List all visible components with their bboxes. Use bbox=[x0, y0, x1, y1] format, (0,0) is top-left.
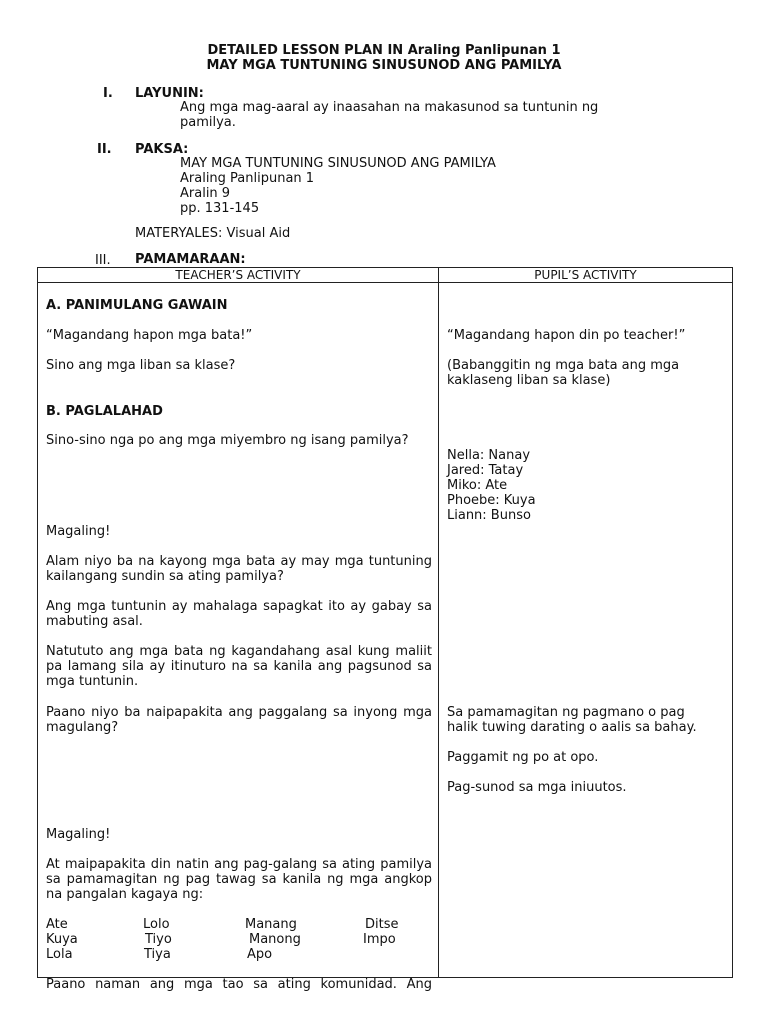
paksa-line: MAY MGA TUNTUNING SINUSUNOD ANG PAMILYA bbox=[180, 156, 496, 171]
kinship-term: Apo bbox=[247, 947, 273, 962]
kinship-term: Impo bbox=[363, 932, 396, 947]
teacher-activity-header: TEACHER’S ACTIVITY bbox=[38, 268, 439, 283]
family-member-item: Nella: Nanay bbox=[447, 448, 531, 463]
section-heading-paksa: PAKSA: bbox=[135, 142, 189, 157]
pupil-activity-cell bbox=[439, 283, 733, 978]
section-numeral-3: III. bbox=[95, 253, 111, 268]
section-numeral-2: II. bbox=[97, 142, 112, 157]
community-question: Paano naman ang mga tao sa ating komunidad. Ang bbox=[46, 977, 432, 992]
kinship-term: Lola bbox=[46, 947, 73, 962]
layunin-text-line1: Ang mga mag-aaral ay inaasahan na makasunod sa tuntunin ng bbox=[180, 100, 599, 115]
document-subtitle: MAY MGA TUNTUNING SINUSUNOD ANG PAMILYA bbox=[206, 58, 562, 73]
praise-text: Magaling! bbox=[46, 524, 111, 539]
pupil-greeting-reply: “Magandang hapon din po teacher!” bbox=[447, 328, 686, 343]
kinship-term: Manong bbox=[249, 932, 301, 947]
kinship-intro: At maipapakita din natin ang pag-galang sa ating pamilya sa pamamagitan ng pag tawag sa kanila ng mga angkop na pangalan kagaya ng: bbox=[46, 857, 432, 902]
teacher-greeting: “Magandang hapon mga bata!” bbox=[46, 328, 253, 343]
pupil-absent-reply: (Babanggitin ng mga bata ang mga kaklaseng liban sa klase) bbox=[447, 358, 680, 388]
section-b-heading: B. PAGLALAHAD bbox=[46, 404, 163, 419]
family-member-item: Phoebe: Kuya bbox=[447, 493, 536, 508]
kinship-term: Tiya bbox=[144, 947, 171, 962]
kinship-term: Kuya bbox=[46, 932, 78, 947]
pupil-respect-reply: Paggamit ng po at opo. bbox=[447, 750, 599, 765]
activity-table bbox=[37, 267, 733, 992]
family-member-item: Liann: Bunso bbox=[447, 508, 531, 523]
pupil-respect-reply: Sa pamamagitan ng pagmano o pag halik tuwing darating o aalis sa bahay. bbox=[447, 705, 697, 735]
section-heading-layunin: LAYUNIN: bbox=[135, 86, 204, 101]
kinship-term: Manang bbox=[245, 917, 297, 932]
family-question: Sino-sino nga po ang mga miyembro ng isang pamilya? bbox=[46, 433, 409, 448]
section-a-heading: A. PANIMULANG GAWAIN bbox=[46, 298, 228, 313]
section-heading-pamamaraan: PAMAMARAAN: bbox=[135, 252, 246, 267]
kinship-term: Ate bbox=[46, 917, 68, 932]
family-member-item: Miko: Ate bbox=[447, 478, 508, 493]
section-numeral-1: I. bbox=[103, 86, 113, 101]
rules-question: Alam niyo ba na kayong mga bata ay may mga tuntuning kailangang sundin sa ating pamilya? bbox=[46, 554, 432, 584]
kinship-term: Ditse bbox=[365, 917, 399, 932]
respect-question: Paano niyo ba naipapakita ang paggalang sa inyong mga magulang? bbox=[46, 705, 432, 735]
kinship-term: Lolo bbox=[143, 917, 170, 932]
table-header-row bbox=[38, 268, 733, 283]
layunin-text-line2: pamilya. bbox=[180, 115, 236, 130]
kinship-term: Tiyo bbox=[145, 932, 172, 947]
pupil-respect-reply: Pag-sunod sa mga iniuutos. bbox=[447, 780, 627, 795]
praise-text: Magaling! bbox=[46, 827, 111, 842]
paksa-line: pp. 131-145 bbox=[180, 201, 260, 216]
table-body-row bbox=[38, 283, 733, 978]
teacher-activity-cell bbox=[38, 283, 439, 992]
family-member-item: Jared: Tatay bbox=[447, 463, 524, 478]
materyales-line: MATERYALES: Visual Aid bbox=[135, 226, 291, 241]
absent-question: Sino ang mga liban sa klase? bbox=[46, 358, 236, 373]
rules-importance: Ang mga tuntunin ay mahalaga sapagkat ito ay gabay sa mabuting asal. bbox=[46, 599, 432, 629]
paksa-line: Araling Panlipunan 1 bbox=[180, 171, 315, 186]
learning-paragraph: Natututo ang mga bata ng kagandahang asal kung maliit pa lamang sila ay itinuturo na sa kanila ang pagsunod sa mga tuntunin. bbox=[46, 644, 432, 689]
document-title: DETAILED LESSON PLAN IN Araling Panlipunan 1 bbox=[207, 43, 561, 58]
paksa-line: Aralin 9 bbox=[180, 186, 231, 201]
pupil-activity-header: PUPIL’S ACTIVITY bbox=[439, 268, 733, 283]
